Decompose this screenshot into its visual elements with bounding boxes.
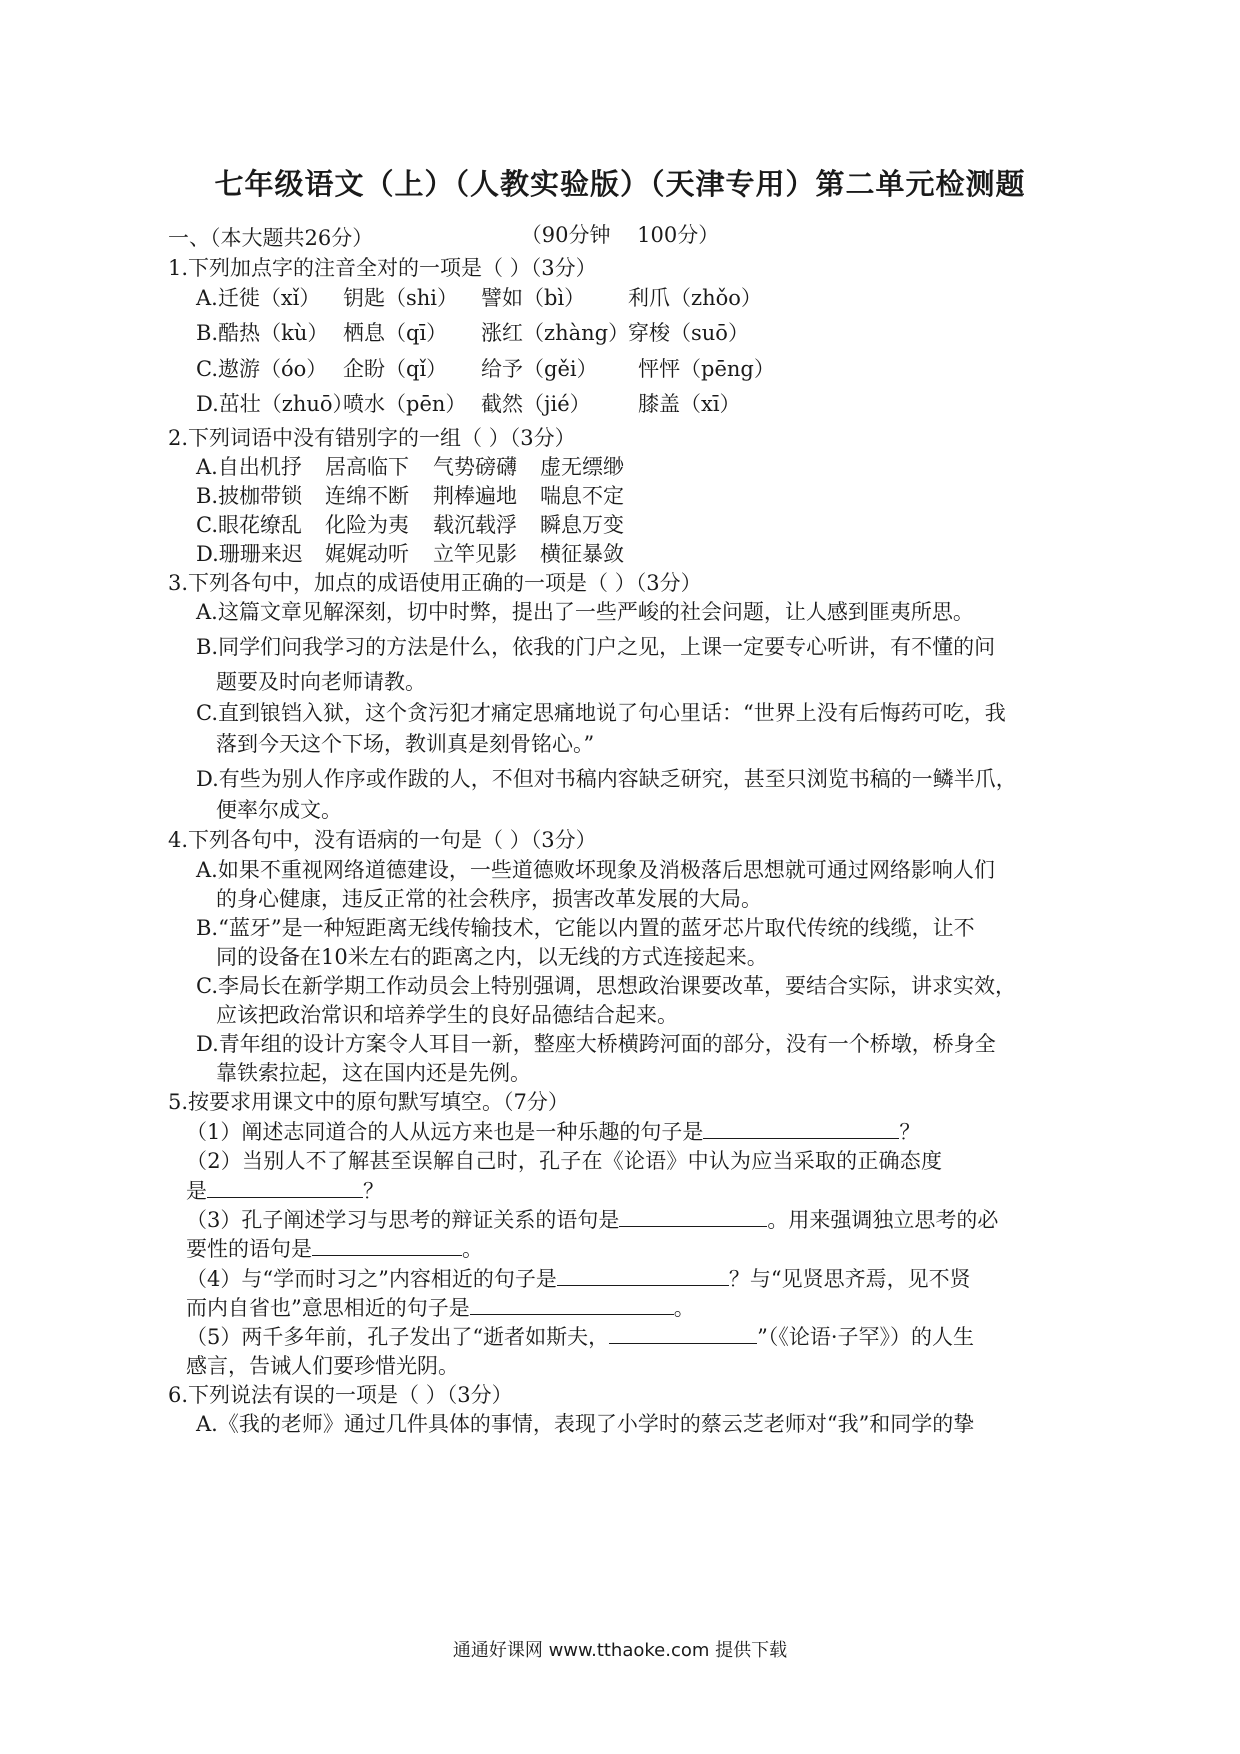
q2-option-c-2: 化险为夷 xyxy=(325,513,409,537)
q3-option-d-line2: 便率尔成文。 xyxy=(216,798,342,822)
q1-option-c-4: 怦怦（pēng） xyxy=(638,357,775,381)
q5-item-5-blank[interactable] xyxy=(609,1321,757,1344)
q5-item-4-blank-1[interactable] xyxy=(557,1263,729,1286)
q1-option-d-4: 膝盖（xī） xyxy=(638,392,741,416)
q5-item-3-line2 xyxy=(186,1233,483,1264)
q1-option-b-4: 穿梭（suō） xyxy=(628,321,749,345)
q2-option-d-1: D.珊珊来迟 xyxy=(196,542,303,566)
q4-option-d-line1: D.青年组的设计方案令人耳目一新，整座大桥横跨河面的部分，没有一个桥墩，桥身全 xyxy=(196,1032,996,1056)
q2-option-a-2: 居高临下 xyxy=(325,455,409,479)
q5-item-2-line1: （2）当别人不了解甚至误解自己时，孔子在《论语》中认为应当采取的正确态度 xyxy=(186,1149,942,1173)
q2-option-d-4: 横征暴敛 xyxy=(540,542,624,566)
question-1-stem: 1.下列加点字的注音全对的一项是（ ）（3分） xyxy=(168,256,597,280)
q4-option-b-line1: B.“蓝牙”是一种短距离无线传输技术，它能以内置的蓝牙芯片取代传统的线缆，让不 xyxy=(196,916,975,940)
q5-item-3-blank-1[interactable] xyxy=(619,1204,767,1227)
q2-option-a-4: 虚无缥缈 xyxy=(540,455,624,479)
q5-item-4-mid: ？与“见贤思齐焉，见不贤 xyxy=(728,1267,971,1291)
q5-item-1-blank[interactable] xyxy=(703,1116,899,1139)
q5-item-3-text: （3）孔子阐述学习与思考的辩证关系的语句是 xyxy=(186,1208,620,1232)
q3-option-d-line1: D.有些为别人作序或作跋的人，不但对书稿内容缺乏研究，甚至只浏览书稿的一鳞半爪， xyxy=(196,767,1017,791)
q2-option-b-2: 连绵不断 xyxy=(325,484,409,508)
q2-option-b-1: B.披枷带锁 xyxy=(196,484,303,508)
q6-option-a-line1: A.《我的老师》通过几件具体的事情，表现了小学时的蔡云芝老师对“我”和同学的挚 xyxy=(196,1412,975,1436)
q5-item-5-line1 xyxy=(186,1321,974,1352)
question-6-stem: 6.下列说法有误的一项是（ ）（3分） xyxy=(168,1383,513,1407)
q5-item-3-blank-2[interactable] xyxy=(312,1233,462,1256)
q4-option-c-line1: C.李局长在新学期工作动员会上特别强调，思想政治课要改革，要结合实际，讲求实效， xyxy=(196,974,1016,998)
q2-option-b-4: 喘息不定 xyxy=(540,484,624,508)
q3-option-b-line2: 题要及时向老师请教。 xyxy=(216,670,426,694)
q3-option-c-line2: 落到今天这个下场，教训真是刻骨铭心。” xyxy=(216,732,595,756)
q1-option-b-2: 栖息（qī） xyxy=(343,321,448,345)
q5-item-2-blank[interactable] xyxy=(207,1175,363,1198)
page-footer: 通通好课网 www.tthaoke.com 提供下载 xyxy=(452,1640,788,1661)
q5-item-1-end: ？ xyxy=(899,1120,921,1144)
q2-option-d-3: 立竿见影 xyxy=(433,542,517,566)
q5-item-1-text: （1）阐述志同道合的人从远方来也是一种乐趣的句子是 xyxy=(186,1120,704,1144)
q1-option-c-1: C.遨游（óo） xyxy=(196,357,328,381)
q5-item-4-line2 xyxy=(186,1292,695,1323)
q5-item-1 xyxy=(186,1116,920,1147)
q1-option-d-2: 喷水（pēn） xyxy=(343,392,467,416)
q2-option-c-3: 载沉载浮 xyxy=(433,513,517,537)
q1-option-d-3: 截然（jié） xyxy=(481,392,591,416)
q5-item-3-mid: 。用来强调独立思考的必 xyxy=(767,1208,999,1232)
q2-option-a-3: 气势磅礴 xyxy=(433,455,517,479)
q5-item-4-text-2: 而内自省也”意思相近的句子是 xyxy=(186,1296,470,1320)
q5-item-5-mid: ”（《论语·子罕》）的人生 xyxy=(757,1325,975,1349)
q3-option-a: A.这篇文章见解深刻，切中时弊，提出了一些严峻的社会问题，让人感到匪夷所思。 xyxy=(196,600,974,624)
q5-item-4-line1 xyxy=(186,1263,971,1294)
q3-option-b-line1: B.同学们问我学习的方法是什么，依我的门户之见，上课一定要专心听讲，有不懂的问 xyxy=(196,635,996,659)
question-4-stem: 4.下列各句中，没有语病的一句是（ ）（3分） xyxy=(168,828,597,852)
q5-item-5-text: （5）两千多年前，孔子发出了“逝者如斯夫， xyxy=(186,1325,610,1349)
q1-option-a-1: A.迁徙（xǐ） xyxy=(196,286,321,310)
q5-item-4-blank-2[interactable] xyxy=(470,1292,674,1315)
q2-option-a-1: A.自出机抒 xyxy=(196,455,302,479)
q1-option-b-1: B.酷热（kù） xyxy=(196,321,329,345)
q5-item-2-end: ？ xyxy=(363,1179,384,1203)
question-2-stem: 2.下列词语中没有错别字的一组（ ）（3分） xyxy=(168,426,576,450)
q5-item-5-line2: 感言，告诫人们要珍惜光阴。 xyxy=(186,1354,459,1378)
q3-option-c-line1: C.直到锒铛入狱，这个贪污犯才痛定思痛地说了句心里话：“世界上没有后悔药可吃，我 xyxy=(196,701,1006,725)
question-3-stem: 3.下列各句中，加点的成语使用正确的一项是（ ）（3分） xyxy=(168,571,702,595)
question-5-stem: 5.按要求用课文中的原句默写填空。（7分） xyxy=(168,1090,569,1114)
q4-option-a-line2: 的身心健康，违反正常的社会秩序，损害改革发展的大局。 xyxy=(216,887,762,911)
q2-option-c-4: 瞬息万变 xyxy=(540,513,624,537)
q4-option-b-line2: 同的设备在10米左右的距离之内，以无线的方式连接起来。 xyxy=(216,945,768,969)
q1-option-c-3: 给予（gěi） xyxy=(481,357,598,381)
q5-item-4-end: 。 xyxy=(673,1296,695,1320)
q4-option-c-line2: 应该把政治常识和培养学生的良好品德结合起来。 xyxy=(216,1003,678,1027)
q5-item-2-line2 xyxy=(186,1175,384,1206)
q2-option-c-1: C.眼花缭乱 xyxy=(196,513,302,537)
q5-item-2-text: 是 xyxy=(186,1179,207,1203)
q4-option-a-line1: A.如果不重视网络道德建设，一些道德败坏现象及消极落后思想就可通过网络影响人们 xyxy=(196,858,995,882)
q5-item-3-end: 。 xyxy=(462,1237,483,1261)
q2-option-d-2: 娓娓动听 xyxy=(325,542,409,566)
q5-item-3-line1 xyxy=(186,1204,998,1235)
q1-option-c-2: 企盼（qǐ） xyxy=(343,357,448,381)
q1-option-d-1: D.茁壮（zhuō） xyxy=(196,392,354,416)
q1-option-a-2: 钥匙（shi） xyxy=(343,286,459,310)
page-title: 七年级语文（上）（人教实验版）（天津专用）第二单元检测题 xyxy=(214,167,1026,201)
q5-item-4-text: （4）与“学而时习之”内容相近的句子是 xyxy=(186,1267,557,1291)
q1-option-a-4: 利爪（zhǒo） xyxy=(628,286,762,310)
q2-option-b-3: 荆棒遍地 xyxy=(433,484,517,508)
q5-item-3-text-2: 要性的语句是 xyxy=(186,1237,312,1261)
q1-option-a-3: 譬如（bì） xyxy=(481,286,586,310)
section-heading: 一、（本大题共26分） xyxy=(168,226,374,250)
page-subtitle: （90分钟 100分） xyxy=(520,223,720,247)
q1-option-b-3: 涨红（zhàng） xyxy=(481,321,630,345)
q4-option-d-line2: 靠铁索拉起，这在国内还是先例。 xyxy=(216,1061,531,1085)
